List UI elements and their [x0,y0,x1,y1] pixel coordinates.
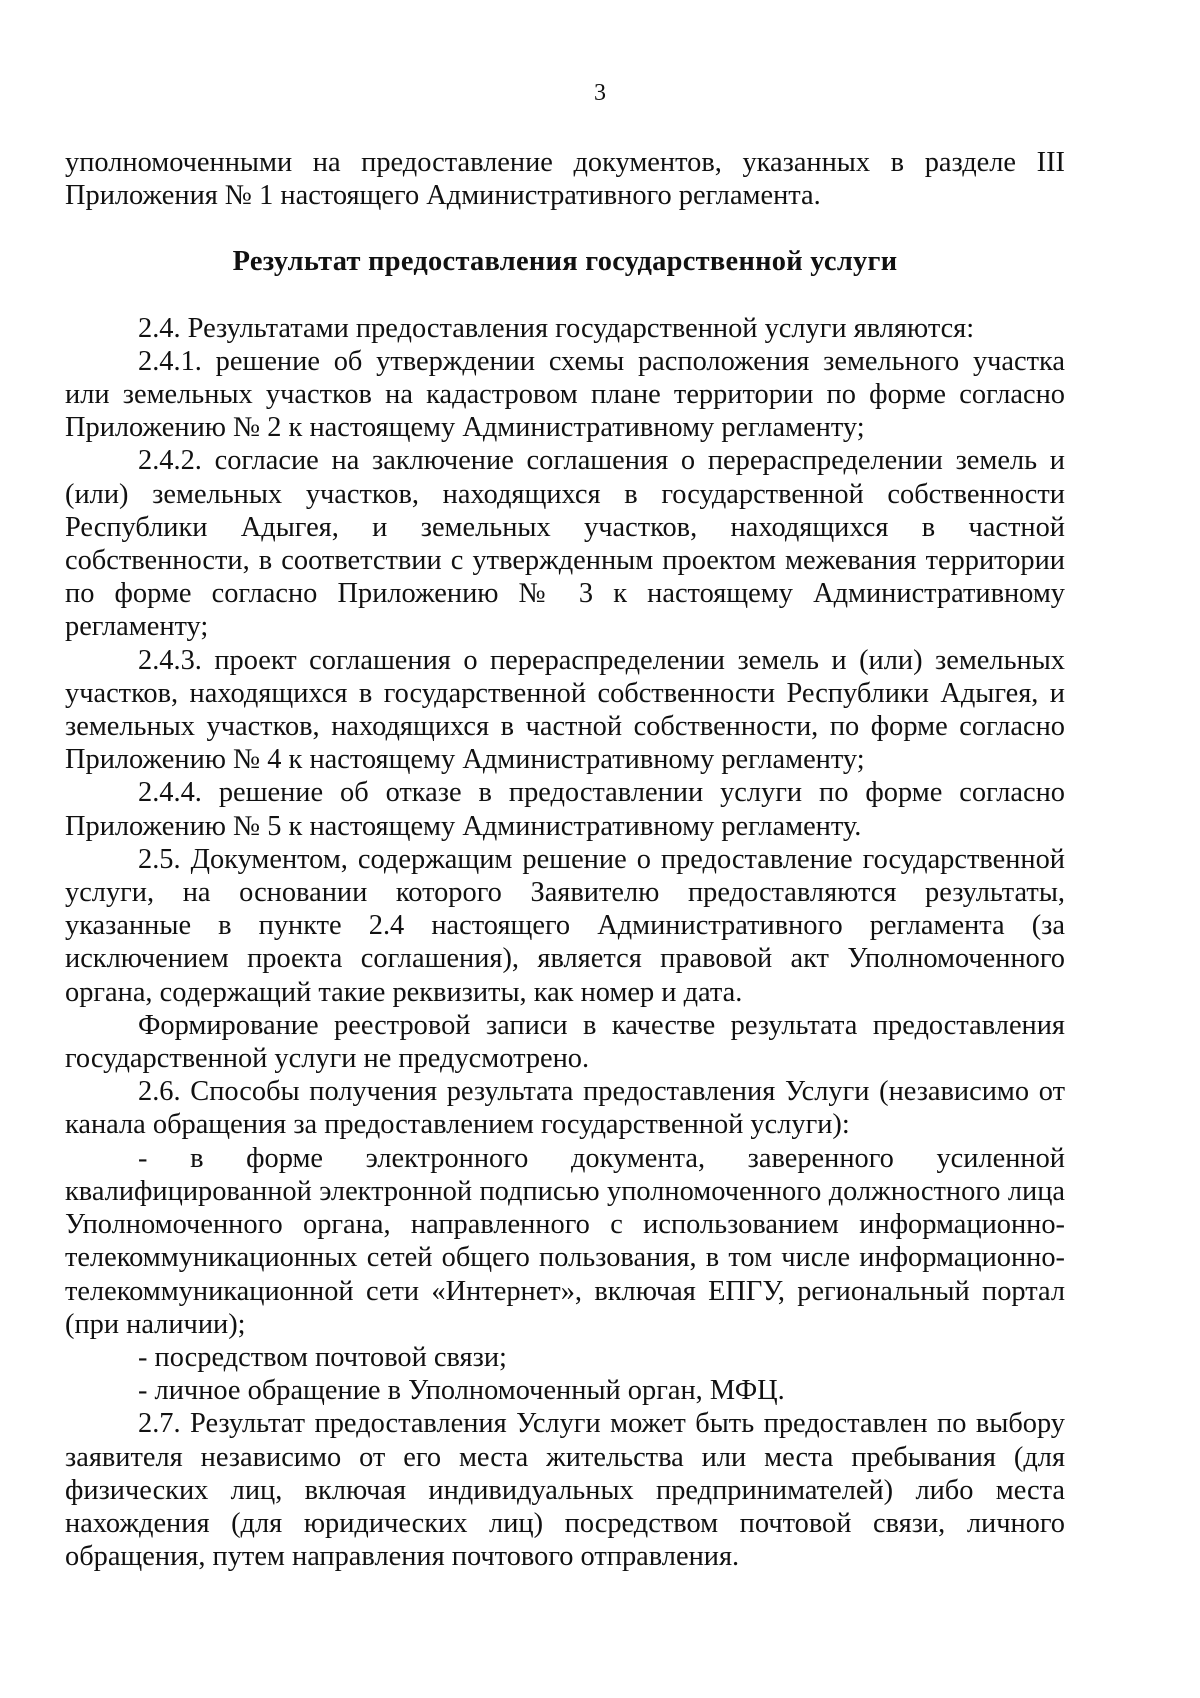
paragraph-2-6: 2.6. Способы получения результата предоставления Услуги (независимо от канала обращения за предоставлением государственной услуги): [65,1076,1065,1141]
intro-paragraph: уполномоченными на предоставление документов, указанных в разделе III Приложения № 1 настоящего Административного регламента. [65,147,1065,212]
paragraph-2-4-1: 2.4.1. решение об утверждении схемы расположения земельного участка или земельных участков на кадастровом плане территории по форме согласно Приложению № 2 к настоящему Административному регламенту; [65,345,1065,444]
section-heading: Результат предоставления государственной услуги [232,246,898,278]
paragraph-registry-record: Формирование реестровой записи в качестве результата предоставления государственной услуги не предусмотрено. [65,1009,1065,1075]
page-number: 3 [594,80,606,106]
list-item-personal-visit: - личное обращение в Уполномоченный орган, МФЦ. [138,1375,785,1407]
document-body [65,146,1065,1573]
paragraph-2-4-4: 2.4.4. решение об отказе в предоставлении услуги по форме согласно Приложению № 5 к настоящему Административному регламенту. [65,777,1065,842]
paragraph-2-5: 2.5. Документом, содержащим решение о предоставление государственной услуги, на основании которого Заявителю предоставляются результаты, указанные в пункте 2.4 настоящего Административного регламента (за исключением проекта соглашения), является правовой акт Уполномоченного органа, содержащий такие реквизиты, как номер и дата. [65,843,1065,1008]
paragraph-2-4-3: 2.4.3. проект соглашения о перераспределении земель и (или) земельных участков, находящихся в государственной собственности Республики Адыгея, и земельных участков, находящихся в частной собственности, по форме согласно Приложению № 4 к настоящему Административному регламенту; [65,644,1065,776]
paragraph-2-4: 2.4. Результатами предоставления государственной услуги являются: [138,312,975,344]
paragraph-2-4-2: 2.4.2. согласие на заключение соглашения о перераспределении земель и (или) земельных участков, находящихся в государственной собственности Республики Адыгея, и земельных участков, находящихся в частной собственности, в соответствии с утвержденным проектом межевания территории по форме согласно Приложению № 3 к настоящему Административному регламенту; [65,445,1065,643]
list-item-electronic-document: - в форме электронного документа, заверенного усиленной квалифицированной электронной подписью уполномоченного должностного лица Уполномоченного органа, направленного с использованием информационно-телекоммуникационных сетей общего пользования, в том числе информационно-телекоммуникационной сети «Интернет», включая ЕПГУ, региональный портал (при наличии); [65,1142,1065,1340]
paragraph-2-7: 2.7. Результат предоставления Услуги может быть предоставлен по выбору заявителя независимо от его места жительства или места пребывания (для физических лиц, включая индивидуальных предпринимателей) либо места нахождения (для юридических лиц) посредством почтовой связи, личного обращения, путем направления почтового отправления. [65,1408,1065,1573]
list-item-postal: - посредством почтовой связи; [138,1341,507,1373]
